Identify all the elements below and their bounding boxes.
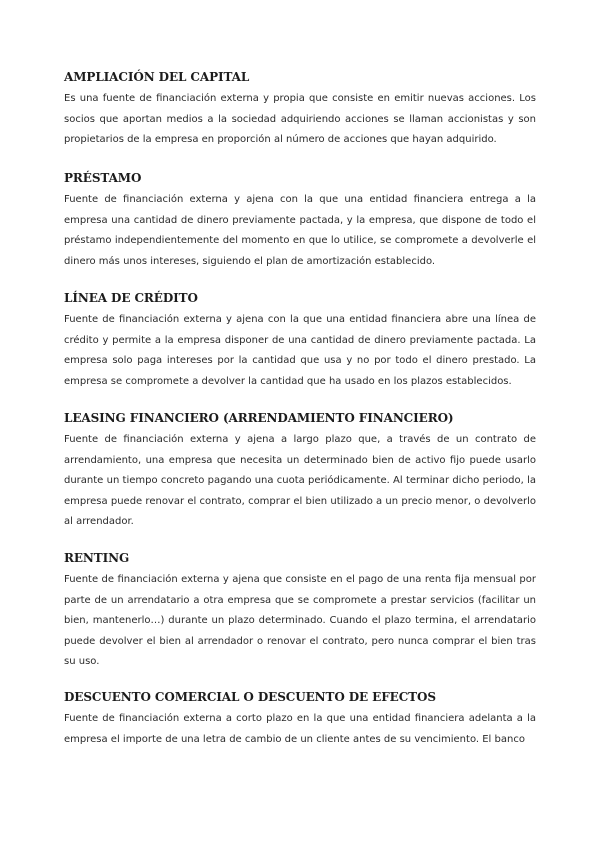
section-ampliacion-capital [64,69,536,151]
section-paragraph: Es una fuente de financiación externa y propia que consiste en emitir nuevas acciones. Los socios que aportan medios a la sociedad adquiriendo acciones se llaman accionistas y son propietarios de la empresa en proporción al número de acciones que hayan adquirido. [64,93,536,145]
section-heading: LÍNEA DE CRÉDITO [64,291,198,305]
section-paragraph: Fuente de financiación externa y ajena a largo plazo que, a través de un contrato de arrendamiento, una empresa que necesita un determinado bien de activo fijo puede usarlo durante un tiempo concreto pagando una cuota periódicamente. Al terminar dicho periodo, la empresa puede renovar el contrato, comprar el bien utilizado a un precio menor, o devolverlo al arrendador. [64,434,536,527]
section-renting [64,550,536,673]
section-paragraph: Fuente de financiación externa y ajena que consiste en el pago de una renta fija mensual por parte de un arrendatario a otra empresa que se compromete a prestar servicios (facilitar un bien, mantenerlo…) durante un plazo determinado. Cuando el plazo termina, el arrendatario puede devolver el bien al arrendador o renovar el contrato, pero nunca comprar el bien tras su uso. [64,574,536,667]
section-paragraph: Fuente de financiación externa y ajena con la que una entidad financiera entrega a la empresa una cantidad de dinero previamente pactada, y la empresa, que dispone de todo el préstamo independientemente del momento en que lo utilice, se compromete a devolverle el dinero más unos intereses, siguiendo el plan de amortización establecido. [64,194,536,267]
section-heading: PRÉSTAMO [64,171,142,185]
section-heading: DESCUENTO COMERCIAL O DESCUENTO DE EFECTOS [64,690,436,704]
section-heading: AMPLIACIÓN DEL CAPITAL [64,70,250,84]
section-heading: RENTING [64,551,130,565]
section-paragraph: Fuente de financiación externa a corto plazo en la que una entidad financiera adelanta a la empresa el importe de una letra de cambio de un cliente antes de su vencimiento. El banco [64,713,536,745]
section-leasing-financiero [64,410,536,533]
section-descuento-comercial [64,689,536,750]
section-prestamo [64,170,536,272]
section-paragraph: Fuente de financiación externa y ajena con la que una entidad financiera abre una línea de crédito y permite a la empresa disponer de una cantidad de dinero previamente pactada. La empresa solo paga intereses por la cantidad que usa y no por todo el dinero prestado. La empresa se compromete a devolver la cantidad que ha usado en los plazos establecidos. [64,314,536,387]
section-linea-credito [64,290,536,392]
section-heading: LEASING FINANCIERO (ARRENDAMIENTO FINANCIERO) [64,411,454,425]
